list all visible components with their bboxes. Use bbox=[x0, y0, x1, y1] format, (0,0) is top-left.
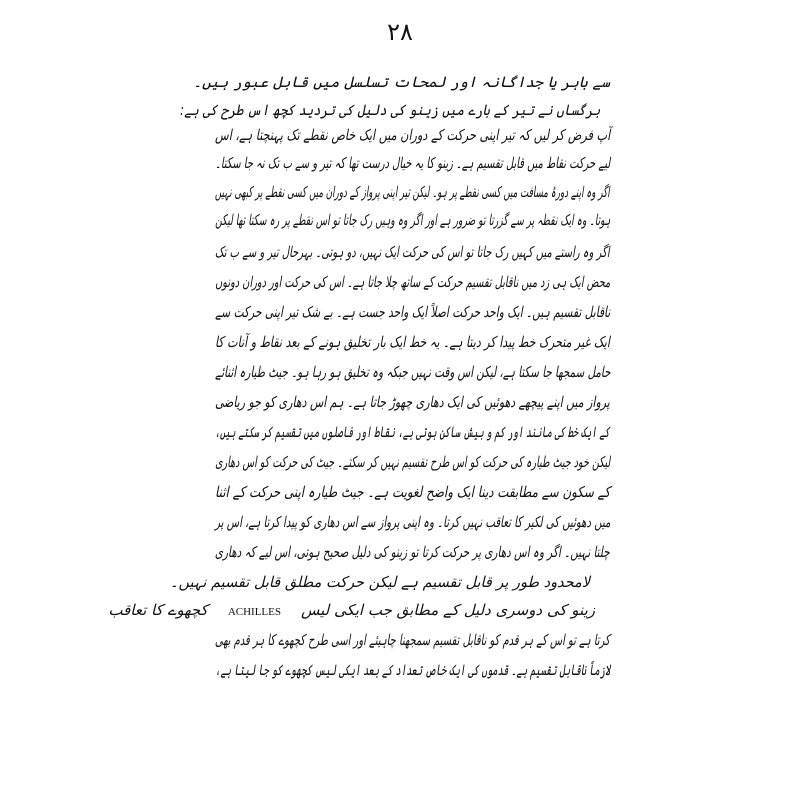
page-number: ۲۸ bbox=[387, 18, 413, 46]
text-line: پرواز میں اپنے پیچھے دھوئیں کی ایک دھاری چھوڑ جاتا ہے۔ ہم اس دھاری کو جو ریاضی bbox=[215, 393, 610, 411]
text-line: محض ایک ہی زد میں ناقابل تقسیم حرکت کے ساتھ چلا جاتا ہے۔ اس کی حرکت اور دوران دونوں bbox=[214, 273, 610, 291]
text-line: ایک غیر متحرک خط پیدا کر دیتا ہے۔ یہ خط ایک بار تخلیق ہونے کے بعد نقاط و آنات کا bbox=[215, 333, 610, 351]
text-line: لیے حرکت نقاط میں قابل تقسیم ہے۔ زینو کا یہ خیال درست تھا کہ تیر و سے ب تک نہ جا سکتا۔ bbox=[214, 154, 610, 172]
text-line: آپ فرض کر لیں کہ تیر اپنی حرکت کے دوران میں ایک خاص نقطے تک پہنچتا ہے، اس bbox=[214, 126, 610, 144]
achilles-line-after: کچھوے کا تعاقب bbox=[108, 601, 208, 619]
achilles-line bbox=[108, 598, 595, 622]
text-line: سے باہر یا جداگانہ اور لمحات تسلسل میں قابل عبور ہیں۔ bbox=[193, 73, 610, 91]
text-line: اگر وہ اپنے دورۂ مسافت میں کسی نقطے پر ہو۔ لیکن تیر اپنی پرواز کے دوران میں کسی نقطے پر کبھی نہیں bbox=[215, 183, 610, 201]
text-line: لازماً ناقابل تقسیم ہے۔ قدموں کی ایک خاص تعداد کے بعد ایکی لیس کچھوے کو جا لیتا ہے، bbox=[214, 661, 610, 679]
achilles-latin-name: ACHILLES bbox=[227, 606, 281, 618]
text-line: میں دھوئیں کی لکیر کا تعاقب نہیں کرتا۔ وہ اپنی پرواز سے اس دھاری کو پیدا کرتا ہے، اس پر bbox=[214, 513, 610, 531]
text-line: چلتا نہیں۔ اگر وہ اس دھاری پر حرکت کرتا تو زینو کی دلیل صحیح ہوتی، اس لیے کہ دھاری bbox=[215, 543, 610, 561]
text-line: کے سکون سے مطابقت دینا ایک واضح لغویت ہے۔ جیٹ طیارہ اپنی حرکت کے اثنا bbox=[214, 483, 610, 501]
achilles-line-before: زینو کی دوسری دلیل کے مطابق جب ایکی لیس bbox=[300, 601, 595, 619]
text-line: اگر وہ راستے میں کہیں رک جاتا تو اس کی حرکت ایک نہیں، دو ہوتی۔ بہرحال تیر و سے ب تک bbox=[215, 243, 610, 261]
text-line: ناقابل تقسیم ہیں۔ ایک واحد حرکت اصلاً ایک واحد جست ہے۔ بے شک تیر اپنی حرکت سے bbox=[214, 303, 610, 321]
text-line: حامل سمجھا جا سکتا ہے، لیکن اس وقت نہیں جبکہ وہ تخلیق ہو رہا ہو۔ جیٹ طیارہ اثنائے bbox=[214, 363, 610, 381]
text-line: ہوتا۔ وہ ایک نقطہ پر سے گزرتا تو ضرور ہے اور اگر وہ وہیں رک جاتا تو اس نقطے پر رہ سکتا تھا لیکن bbox=[214, 211, 610, 229]
text-line: کرتا ہے تو اس کے ہر قدم کو ناقابل تقسیم سمجھنا چاہیئے اور اسی طرح کچھوے کا ہر قدم بھی bbox=[215, 631, 610, 649]
text-line: لیکن خود جیٹ طیارہ کی حرکت کو اس طرح تقسیم نہیں کر سکتے۔ جیٹ کی حرکت کو اس دھاری bbox=[214, 453, 610, 471]
text-line: لامحدود طور پر قابل تقسیم ہے لیکن حرکت مطلق قابل تقسیم نہیں۔ bbox=[169, 573, 590, 591]
text-line: کے ایک خط کی مانند اور کم و بیش ساکن ہوتی ہے، نقاط اور فاصلوں میں تقسیم کر سکتے ہیں، bbox=[215, 423, 610, 441]
paragraph-start-line: برگساں نے تیر کے بارے میں زینو کی دلیل کی تردید کچھ اس طرح کی ہے: bbox=[179, 101, 600, 119]
